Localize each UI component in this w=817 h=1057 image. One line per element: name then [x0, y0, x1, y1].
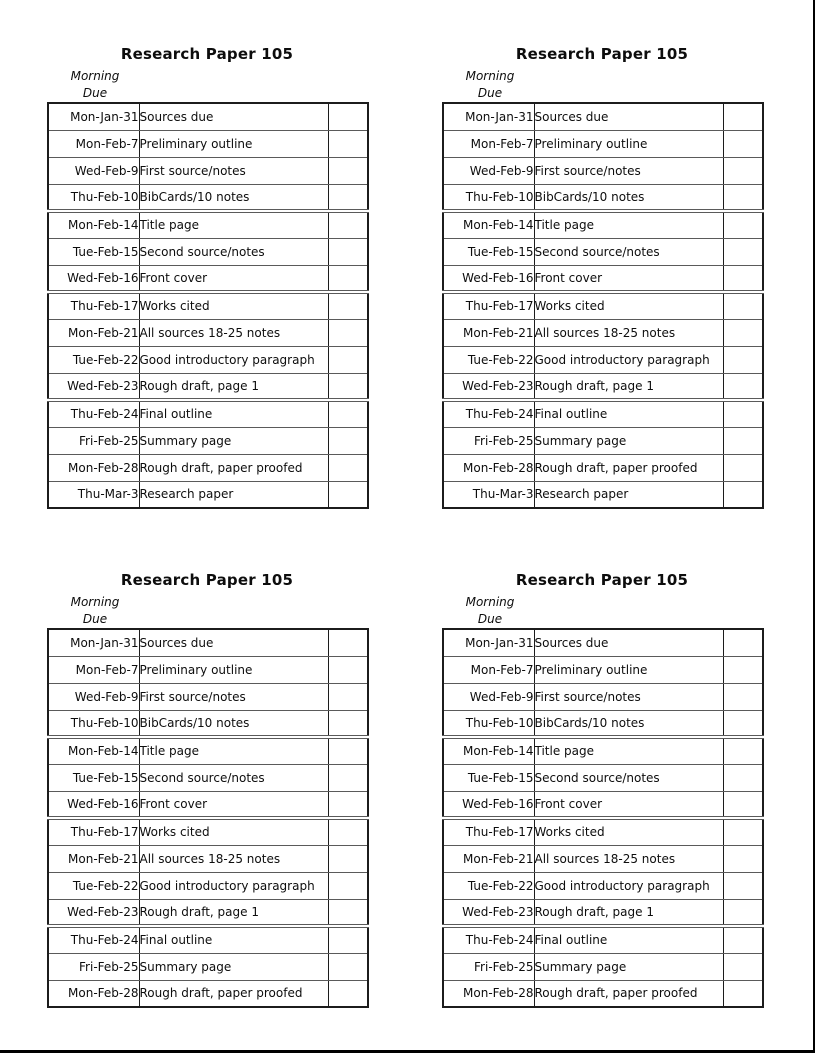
checkoff-cell	[328, 683, 368, 710]
checkoff-cell	[723, 683, 763, 710]
due-date-cell: Mon-Feb-28	[443, 454, 534, 481]
due-date-cell: Mon-Feb-7	[48, 656, 139, 683]
checkoff-cell	[328, 953, 368, 980]
due-date-cell: Tue-Feb-15	[48, 238, 139, 265]
task-cell: First source/notes	[139, 683, 328, 710]
checkoff-cell	[328, 319, 368, 346]
schedule-row	[48, 373, 368, 400]
worksheet-title: Research Paper 105	[515, 45, 689, 63]
schedule-row	[443, 292, 763, 319]
schedule-row	[48, 103, 368, 130]
schedule-row	[443, 265, 763, 292]
task-cell: BibCards/10 notes	[139, 184, 328, 211]
checkoff-cell	[723, 481, 763, 508]
checkoff-cell	[328, 845, 368, 872]
schedule-table	[442, 102, 764, 509]
due-date-cell: Tue-Feb-22	[443, 872, 534, 899]
checkoff-cell	[328, 710, 368, 737]
schedule-table-body	[48, 629, 368, 1007]
task-cell: Summary page	[534, 953, 723, 980]
checkoff-cell	[328, 791, 368, 818]
schedule-row	[48, 265, 368, 292]
task-cell: Second source/notes	[534, 764, 723, 791]
checkoff-cell	[328, 265, 368, 292]
due-date-cell: Fri-Feb-25	[48, 427, 139, 454]
schedule-row	[48, 346, 368, 373]
checkoff-cell	[328, 980, 368, 1007]
schedule-row	[48, 845, 368, 872]
schedule-row	[443, 791, 763, 818]
task-cell: Final outline	[534, 400, 723, 427]
due-date-cell: Wed-Feb-9	[443, 157, 534, 184]
due-label: Due	[477, 86, 503, 100]
due-column-header	[442, 594, 538, 628]
schedule-table	[47, 102, 369, 509]
checkoff-cell	[723, 454, 763, 481]
task-cell: Rough draft, page 1	[139, 373, 328, 400]
checkoff-cell	[328, 211, 368, 238]
due-date-cell: Thu-Feb-24	[48, 400, 139, 427]
checkoff-cell	[328, 629, 368, 656]
checkoff-cell	[723, 737, 763, 764]
checkoff-cell	[328, 238, 368, 265]
schedule-row	[48, 211, 368, 238]
task-cell: Works cited	[534, 292, 723, 319]
due-date-cell: Thu-Mar-3	[443, 481, 534, 508]
schedule-row	[443, 683, 763, 710]
checkoff-cell	[723, 292, 763, 319]
schedule-row	[443, 656, 763, 683]
task-cell: Rough draft, page 1	[139, 899, 328, 926]
due-date-cell: Thu-Feb-24	[48, 926, 139, 953]
schedule-row	[48, 683, 368, 710]
task-cell: Preliminary outline	[139, 656, 328, 683]
task-cell: Final outline	[534, 926, 723, 953]
schedule-row	[48, 656, 368, 683]
checkoff-cell	[328, 656, 368, 683]
checkoff-cell	[723, 103, 763, 130]
checkoff-cell	[723, 710, 763, 737]
due-date-cell: Thu-Feb-10	[48, 710, 139, 737]
due-date-cell: Mon-Jan-31	[48, 629, 139, 656]
schedule-row	[443, 211, 763, 238]
task-cell: First source/notes	[534, 157, 723, 184]
checkoff-cell	[328, 292, 368, 319]
task-cell: Front cover	[139, 791, 328, 818]
due-date-cell: Mon-Feb-28	[48, 980, 139, 1007]
schedule-table-body	[443, 629, 763, 1007]
checkoff-cell	[328, 926, 368, 953]
schedule-row	[443, 400, 763, 427]
schedule-row	[48, 764, 368, 791]
checkoff-cell	[723, 346, 763, 373]
due-date-cell: Tue-Feb-22	[443, 346, 534, 373]
schedule-row	[48, 427, 368, 454]
task-cell: Sources due	[139, 629, 328, 656]
due-date-cell: Mon-Jan-31	[48, 103, 139, 130]
schedule-table	[47, 628, 369, 1008]
checkoff-cell	[723, 872, 763, 899]
due-date-cell: Mon-Feb-28	[48, 454, 139, 481]
checkoff-cell	[328, 130, 368, 157]
due-date-cell: Thu-Mar-3	[48, 481, 139, 508]
task-cell: Title page	[139, 211, 328, 238]
checkoff-cell	[328, 899, 368, 926]
schedule-row	[48, 710, 368, 737]
due-date-cell: Mon-Feb-14	[443, 211, 534, 238]
schedule-row	[443, 184, 763, 211]
task-cell: Summary page	[139, 953, 328, 980]
schedule-copy-bottom-right	[442, 572, 762, 1008]
task-cell: Works cited	[534, 818, 723, 845]
schedule-table-body	[443, 103, 763, 508]
due-date-cell: Thu-Feb-24	[443, 400, 534, 427]
schedule-row	[443, 130, 763, 157]
due-date-cell: Mon-Feb-7	[443, 656, 534, 683]
task-cell: Good introductory paragraph	[139, 346, 328, 373]
worksheet-title: Research Paper 105	[120, 571, 294, 589]
checkoff-cell	[328, 872, 368, 899]
due-date-cell: Wed-Feb-23	[48, 899, 139, 926]
task-cell: Good introductory paragraph	[139, 872, 328, 899]
schedule-row	[443, 953, 763, 980]
due-date-cell: Mon-Feb-21	[443, 845, 534, 872]
due-date-cell: Thu-Feb-10	[443, 184, 534, 211]
worksheet-title: Research Paper 105	[515, 571, 689, 589]
task-cell: Good introductory paragraph	[534, 346, 723, 373]
due-date-cell: Thu-Feb-17	[48, 292, 139, 319]
checkoff-cell	[723, 157, 763, 184]
task-cell: Title page	[534, 737, 723, 764]
due-date-cell: Mon-Feb-7	[48, 130, 139, 157]
worksheet-title: Research Paper 105	[120, 45, 294, 63]
due-column-header	[442, 68, 538, 102]
schedule-row	[443, 872, 763, 899]
due-date-cell: Mon-Feb-7	[443, 130, 534, 157]
task-cell: Title page	[534, 211, 723, 238]
task-cell: Summary page	[534, 427, 723, 454]
due-date-cell: Wed-Feb-9	[48, 157, 139, 184]
checkoff-cell	[723, 427, 763, 454]
schedule-row	[443, 319, 763, 346]
checkoff-cell	[328, 184, 368, 211]
due-date-cell: Tue-Feb-15	[443, 764, 534, 791]
checkoff-cell	[328, 346, 368, 373]
due-date-cell: Tue-Feb-15	[443, 238, 534, 265]
checkoff-cell	[723, 926, 763, 953]
due-date-cell: Wed-Feb-16	[443, 265, 534, 292]
checkoff-cell	[723, 400, 763, 427]
task-cell: Second source/notes	[534, 238, 723, 265]
due-column-header	[47, 594, 143, 628]
schedule-row	[48, 238, 368, 265]
due-date-cell: Mon-Feb-14	[48, 211, 139, 238]
checkoff-cell	[328, 103, 368, 130]
task-cell: Title page	[139, 737, 328, 764]
page-edge-bottom	[0, 1050, 815, 1053]
due-date-cell: Wed-Feb-16	[48, 265, 139, 292]
task-cell: Works cited	[139, 292, 328, 319]
due-date-cell: Mon-Jan-31	[443, 629, 534, 656]
schedule-row	[443, 818, 763, 845]
checkoff-cell	[723, 845, 763, 872]
page-edge-right	[813, 0, 815, 1052]
schedule-row	[48, 899, 368, 926]
due-date-cell: Mon-Feb-21	[48, 845, 139, 872]
checkoff-cell	[328, 481, 368, 508]
due-date-cell: Wed-Feb-23	[443, 899, 534, 926]
task-cell: Front cover	[534, 791, 723, 818]
schedule-row	[443, 238, 763, 265]
due-date-cell: Tue-Feb-22	[48, 872, 139, 899]
schedule-row	[443, 103, 763, 130]
schedule-row	[48, 629, 368, 656]
morning-label: Morning	[70, 69, 120, 83]
due-date-cell: Wed-Feb-23	[443, 373, 534, 400]
task-cell: Front cover	[534, 265, 723, 292]
due-date-cell: Mon-Feb-28	[443, 980, 534, 1007]
schedule-row	[48, 791, 368, 818]
task-cell: All sources 18-25 notes	[534, 319, 723, 346]
checkoff-cell	[723, 265, 763, 292]
schedule-row	[48, 400, 368, 427]
checkoff-cell	[328, 427, 368, 454]
schedule-row	[443, 926, 763, 953]
morning-label: Morning	[70, 595, 120, 609]
due-date-cell: Wed-Feb-23	[48, 373, 139, 400]
checkoff-cell	[723, 629, 763, 656]
checkoff-cell	[723, 980, 763, 1007]
task-cell: Second source/notes	[139, 238, 328, 265]
task-cell: First source/notes	[139, 157, 328, 184]
schedule-row	[48, 953, 368, 980]
morning-label: Morning	[465, 69, 515, 83]
due-date-cell: Thu-Feb-17	[443, 292, 534, 319]
schedule-row	[443, 710, 763, 737]
checkoff-cell	[723, 953, 763, 980]
due-date-cell: Tue-Feb-15	[48, 764, 139, 791]
task-cell: Rough draft, paper proofed	[139, 980, 328, 1007]
task-cell: Front cover	[139, 265, 328, 292]
checkoff-cell	[328, 818, 368, 845]
task-cell: Good introductory paragraph	[534, 872, 723, 899]
morning-label: Morning	[465, 595, 515, 609]
schedule-row	[48, 292, 368, 319]
schedule-row	[443, 454, 763, 481]
task-cell: Final outline	[139, 400, 328, 427]
due-date-cell: Mon-Feb-21	[443, 319, 534, 346]
checkoff-cell	[328, 764, 368, 791]
schedule-row	[48, 184, 368, 211]
task-cell: All sources 18-25 notes	[534, 845, 723, 872]
task-cell: Preliminary outline	[534, 130, 723, 157]
schedule-row	[443, 157, 763, 184]
checkoff-cell	[723, 818, 763, 845]
task-cell: BibCards/10 notes	[139, 710, 328, 737]
task-cell: Sources due	[534, 629, 723, 656]
task-cell: Works cited	[139, 818, 328, 845]
checkoff-cell	[723, 373, 763, 400]
task-cell: All sources 18-25 notes	[139, 845, 328, 872]
task-cell: Rough draft, page 1	[534, 899, 723, 926]
schedule-row	[48, 130, 368, 157]
checkoff-cell	[723, 184, 763, 211]
schedule-row	[443, 346, 763, 373]
checkoff-cell	[328, 454, 368, 481]
due-date-cell: Wed-Feb-16	[48, 791, 139, 818]
checkoff-cell	[723, 656, 763, 683]
due-date-cell: Thu-Feb-24	[443, 926, 534, 953]
due-date-cell: Thu-Feb-17	[48, 818, 139, 845]
schedule-row	[48, 454, 368, 481]
task-cell: Summary page	[139, 427, 328, 454]
checkoff-cell	[723, 319, 763, 346]
schedule-row	[48, 926, 368, 953]
schedule-row	[48, 872, 368, 899]
checkoff-cell	[328, 737, 368, 764]
checkoff-cell	[328, 400, 368, 427]
due-date-cell: Thu-Feb-17	[443, 818, 534, 845]
checkoff-cell	[328, 373, 368, 400]
schedule-row	[443, 427, 763, 454]
schedule-row	[48, 737, 368, 764]
due-date-cell: Mon-Feb-14	[48, 737, 139, 764]
task-cell: Research paper	[534, 481, 723, 508]
checkoff-cell	[723, 764, 763, 791]
checkoff-cell	[723, 211, 763, 238]
task-cell: Sources due	[534, 103, 723, 130]
schedule-row	[48, 818, 368, 845]
checkoff-cell	[723, 130, 763, 157]
schedule-row	[443, 737, 763, 764]
schedule-row	[443, 980, 763, 1007]
task-cell: BibCards/10 notes	[534, 184, 723, 211]
checkoff-cell	[328, 157, 368, 184]
due-date-cell: Thu-Feb-10	[48, 184, 139, 211]
schedule-table	[442, 628, 764, 1008]
schedule-row	[48, 980, 368, 1007]
task-cell: Research paper	[139, 481, 328, 508]
schedule-table-body	[48, 103, 368, 508]
schedule-row	[48, 157, 368, 184]
checkoff-cell	[723, 899, 763, 926]
due-date-cell: Mon-Feb-14	[443, 737, 534, 764]
task-cell: Rough draft, page 1	[534, 373, 723, 400]
due-label: Due	[82, 86, 108, 100]
due-date-cell: Fri-Feb-25	[443, 427, 534, 454]
schedule-row	[48, 481, 368, 508]
task-cell: BibCards/10 notes	[534, 710, 723, 737]
checkoff-cell	[723, 238, 763, 265]
schedule-copy-top-right	[442, 46, 762, 509]
task-cell: Second source/notes	[139, 764, 328, 791]
schedule-copy-top-left	[47, 46, 367, 509]
due-date-cell: Tue-Feb-22	[48, 346, 139, 373]
task-cell: Rough draft, paper proofed	[534, 980, 723, 1007]
schedule-copy-bottom-left	[47, 572, 367, 1008]
due-label: Due	[477, 612, 503, 626]
due-date-cell: Mon-Feb-21	[48, 319, 139, 346]
checkoff-cell	[723, 791, 763, 818]
due-date-cell: Fri-Feb-25	[443, 953, 534, 980]
task-cell: Rough draft, paper proofed	[139, 454, 328, 481]
schedule-row	[443, 373, 763, 400]
task-cell: All sources 18-25 notes	[139, 319, 328, 346]
due-date-cell: Fri-Feb-25	[48, 953, 139, 980]
task-cell: Rough draft, paper proofed	[534, 454, 723, 481]
due-date-cell: Thu-Feb-10	[443, 710, 534, 737]
due-column-header	[47, 68, 143, 102]
task-cell: Final outline	[139, 926, 328, 953]
schedule-row	[443, 764, 763, 791]
schedule-row	[443, 845, 763, 872]
task-cell: Preliminary outline	[139, 130, 328, 157]
due-date-cell: Wed-Feb-9	[443, 683, 534, 710]
due-label: Due	[82, 612, 108, 626]
task-cell: First source/notes	[534, 683, 723, 710]
due-date-cell: Wed-Feb-9	[48, 683, 139, 710]
task-cell: Preliminary outline	[534, 656, 723, 683]
schedule-row	[443, 629, 763, 656]
due-date-cell: Wed-Feb-16	[443, 791, 534, 818]
task-cell: Sources due	[139, 103, 328, 130]
schedule-row	[48, 319, 368, 346]
due-date-cell: Mon-Jan-31	[443, 103, 534, 130]
schedule-row	[443, 899, 763, 926]
schedule-row	[443, 481, 763, 508]
